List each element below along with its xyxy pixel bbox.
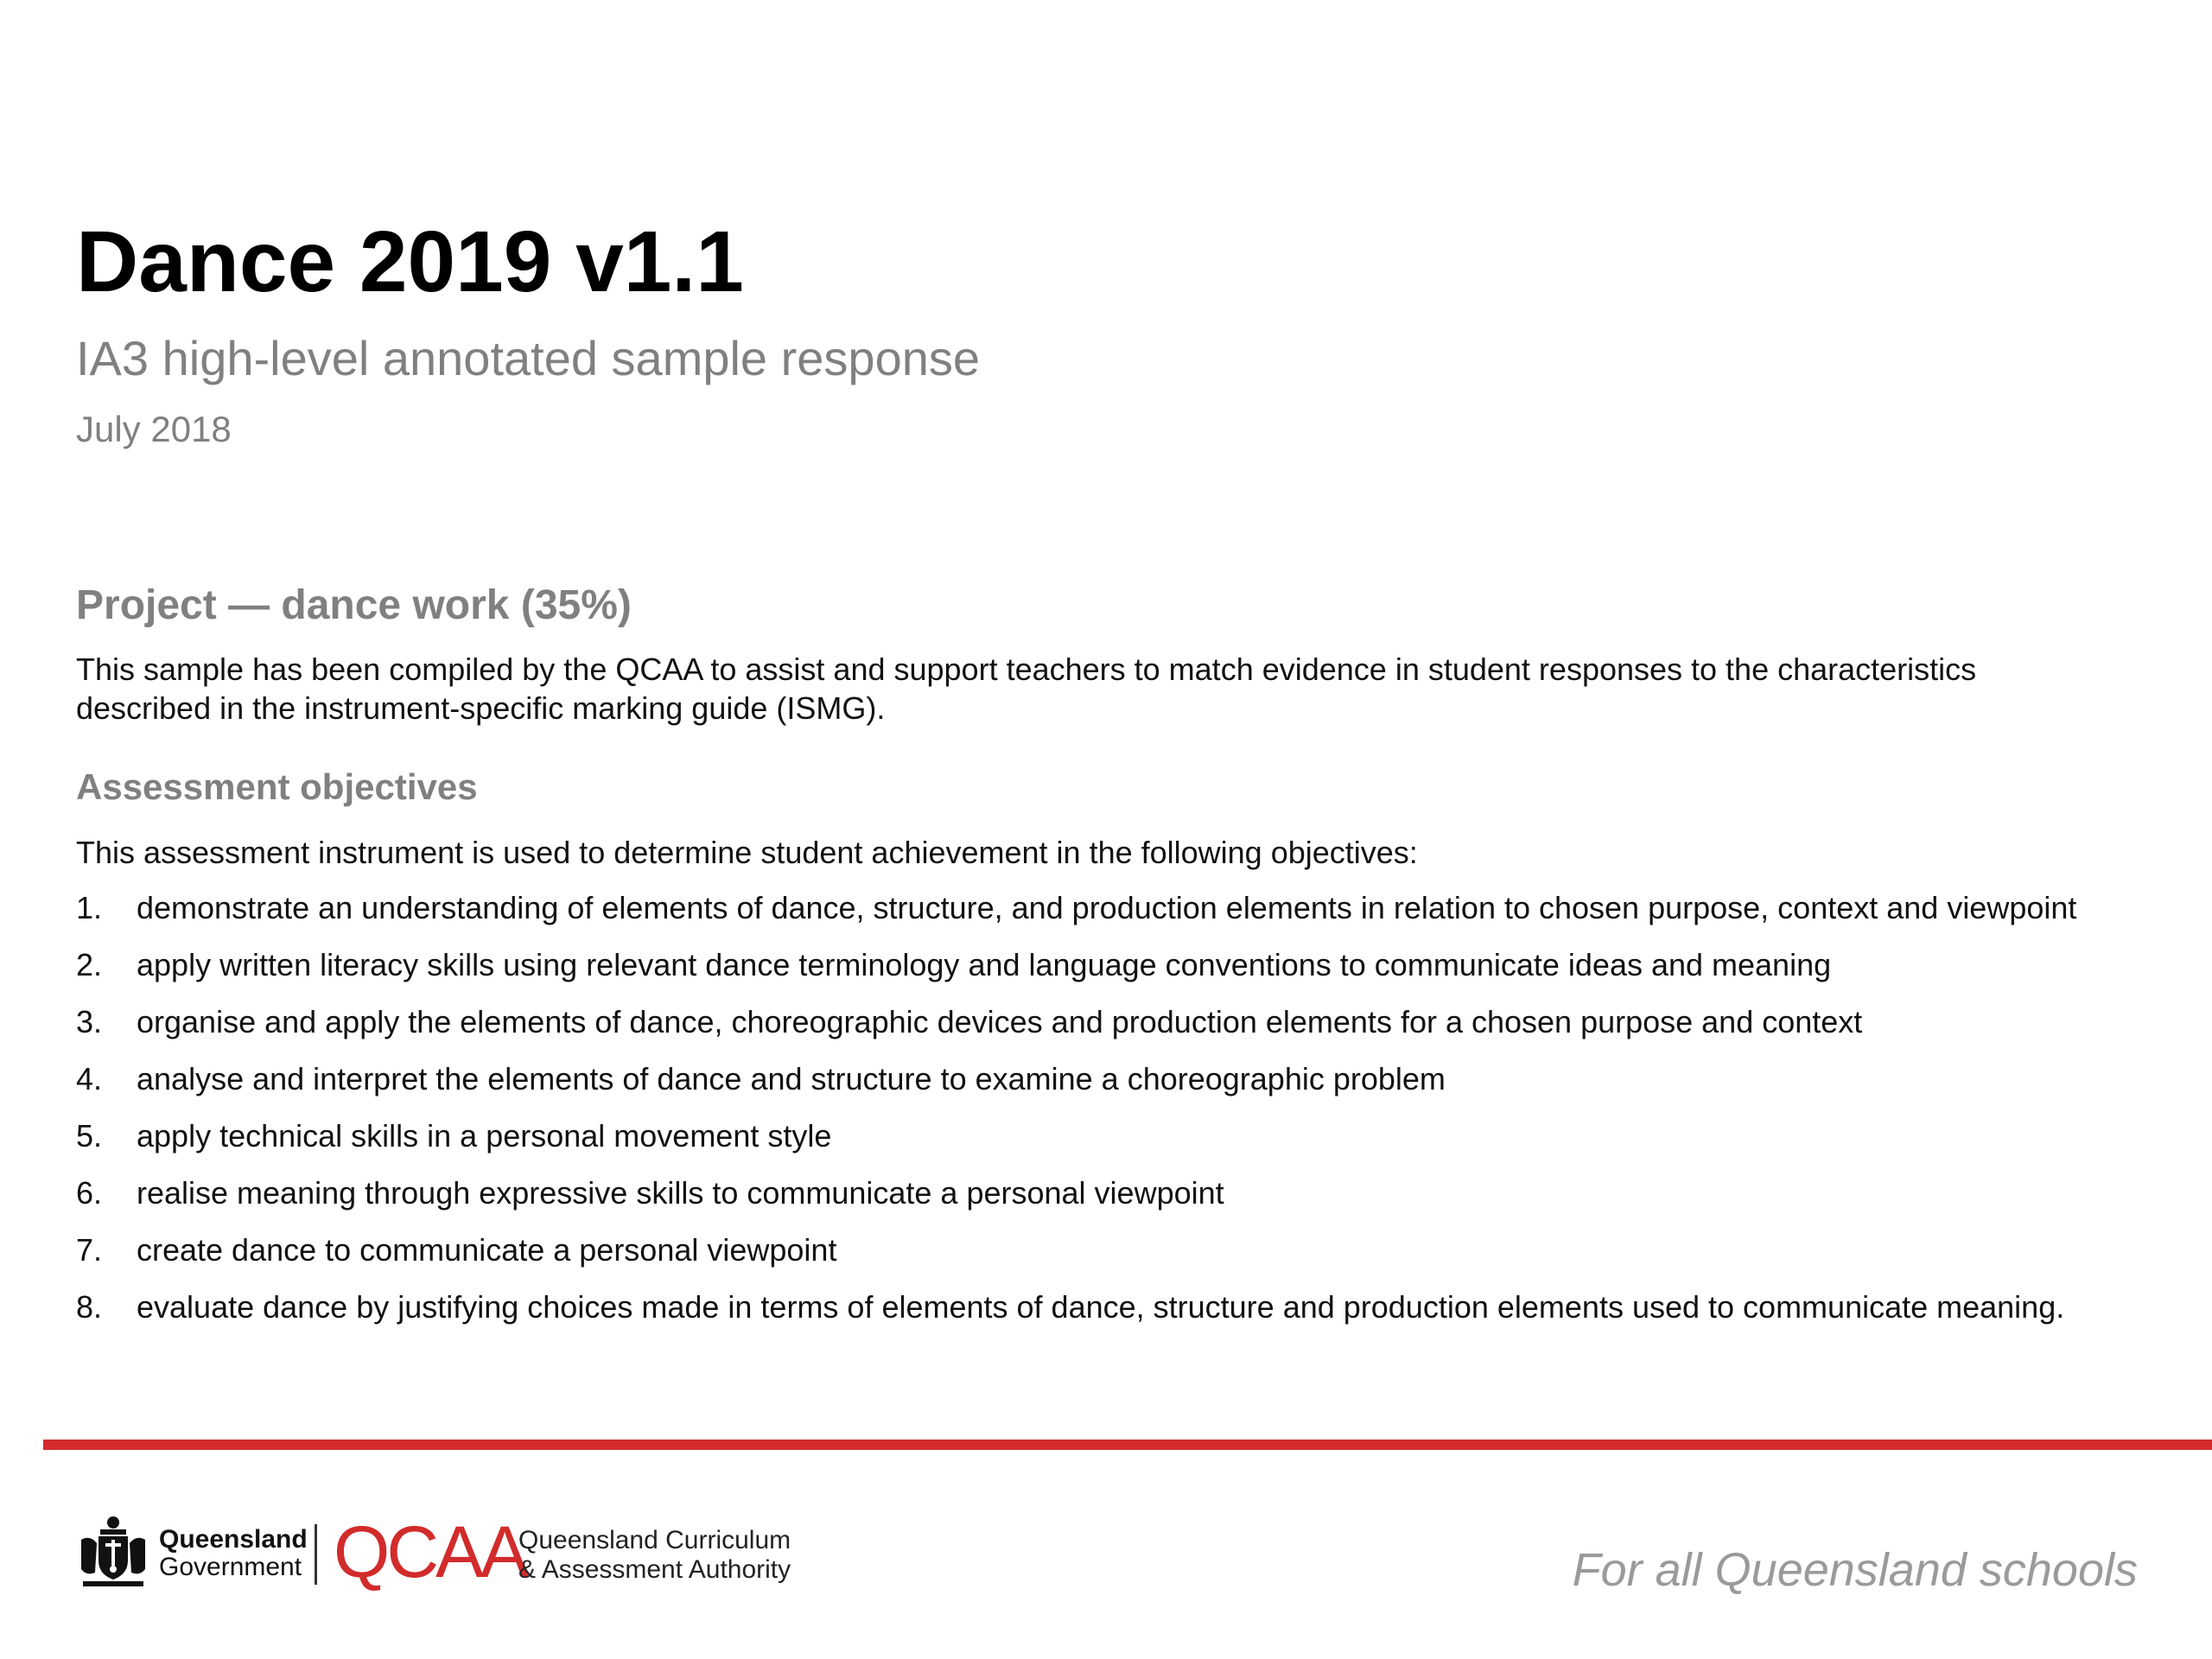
objective-text: create dance to communicate a personal viewpoint [137,1232,837,1268]
objective-number: 3. [76,1004,103,1039]
list-item [76,1002,2089,1041]
document-subtitle: IA3 high-level annotated sample response [76,331,981,385]
objective-text: evaluate dance by justifying choices made in terms of elements of dance, structure and production elements used to communicate meaning. [137,1289,2065,1325]
section-intro: This sample has been compiled by the QCAA to assist and support teachers to match evidence in student responses to the characteristics described in the instrument-specific marking guide (ISMG). [76,652,1977,726]
objective-number: 7. [76,1232,103,1268]
objective-text: demonstrate an understanding of elements of dance, structure, and production elements in relation to chosen purpose, context and viewpoint [137,890,2077,925]
list-item [76,1230,2089,1269]
list-item [76,1059,2089,1098]
objective-number: 2. [76,947,103,982]
objective-text: analyse and interpret the elements of dance and structure to examine a choreographic problem [137,1061,1446,1096]
objective-number: 8. [76,1289,103,1325]
objective-text: apply technical skills in a personal movement style [137,1118,832,1154]
footer-tagline: For all Queensland schools [1572,1544,2138,1596]
document-title: Dance 2019 v1.1 [76,213,744,310]
objectives-heading: Assessment objectives [76,766,478,807]
qcaa-line-2: & Assessment Authority [518,1555,791,1584]
objective-number: 4. [76,1061,103,1096]
objective-number: 5. [76,1118,103,1154]
list-item [76,945,2089,984]
qcaa-wordmark [518,1526,791,1585]
list-item [76,888,2089,927]
logo-divider [315,1524,317,1585]
qcaa-logo: QCAA [334,1511,526,1592]
objective-text: organise and apply the elements of dance, choreographic devices and production elements for a chosen purpose and context [137,1004,1863,1039]
list-item [76,1173,2089,1212]
queensland-government-wordmark [159,1526,308,1581]
qg-line-2: Government [159,1553,302,1581]
qg-line-1: Queensland [159,1525,308,1554]
document-date: July 2018 [76,409,232,449]
list-item [76,1287,2089,1326]
objective-number: 1. [76,890,103,925]
objectives-lead: This assessment instrument is used to determine student achievement in the following objectives: [76,835,1418,870]
objective-text: apply written literacy skills using relevant dance terminology and language conventions to communicate ideas and meaning [137,947,1832,982]
list-item [76,1116,2089,1155]
objective-text: realise meaning through expressive skills to communicate a personal viewpoint [137,1175,1224,1211]
qcaa-line-1: Queensland Curriculum [518,1526,791,1554]
queensland-coat-of-arms-icon [74,1514,152,1592]
section-heading: Project — dance work (35%) [76,582,632,628]
objectives-list [76,888,2089,1344]
footer-divider-rule [43,1440,2212,1450]
objective-number: 6. [76,1175,103,1211]
